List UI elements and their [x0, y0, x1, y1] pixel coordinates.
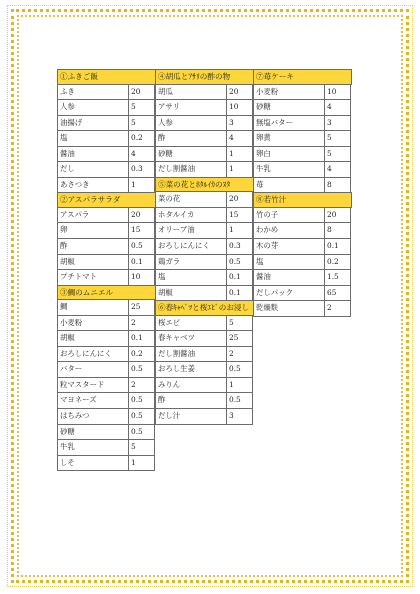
ingredient-row	[155, 115, 253, 131]
ingredient-name: だし割醤油	[155, 161, 227, 178]
ingredient-name: だし汁	[155, 408, 227, 425]
ingredient-amount: 4	[324, 99, 351, 116]
ingredient-name: 砂糖	[253, 99, 325, 116]
ingredient-row	[155, 269, 253, 285]
recipe-title: ②アスパラサラダ	[57, 192, 156, 208]
ingredient-amount: 20	[324, 207, 351, 224]
ingredient-row	[155, 191, 253, 207]
ingredient-amount: 1	[226, 161, 253, 178]
ingredient-amount: 20	[226, 84, 253, 101]
ingredient-amount: 25	[128, 299, 155, 316]
ingredient-name: 牛乳	[57, 439, 129, 456]
ingredient-name: 木の芽	[253, 238, 325, 255]
ingredient-amount: 2	[324, 300, 351, 317]
ingredient-row	[253, 146, 351, 162]
ingredient-row	[155, 146, 253, 162]
recipe-column	[57, 69, 155, 470]
ingredient-row	[155, 392, 253, 408]
ingredient-row	[57, 222, 155, 238]
ingredient-name: 砂糖	[57, 424, 129, 441]
ingredient-amount: 2	[128, 377, 155, 394]
ingredient-name: 醤油	[253, 269, 325, 286]
ingredient-name: 胡椒	[57, 330, 129, 347]
ingredient-row	[57, 99, 155, 115]
ingredient-name: だし割醤油	[155, 346, 227, 363]
ingredient-row	[253, 161, 351, 177]
ingredient-row	[253, 238, 351, 254]
ingredient-name: 小麦粉	[253, 84, 325, 101]
ingredient-row	[57, 207, 155, 223]
recipe-title: ⑦苺ケーキ	[253, 69, 352, 85]
ingredient-amount: 2	[226, 346, 253, 363]
ingredient-name: バター	[57, 361, 129, 378]
ingredient-amount: 0.5	[128, 408, 155, 425]
ingredient-row	[253, 222, 351, 238]
ingredient-amount: 1	[226, 377, 253, 394]
ingredient-name: はちみつ	[57, 408, 129, 425]
ingredient-row	[57, 269, 155, 285]
ingredient-amount: 0.3	[226, 238, 253, 255]
ingredient-row	[155, 408, 253, 424]
ingredient-amount: 5	[324, 130, 351, 147]
recipe-title: ①ふきご飯	[57, 69, 156, 85]
ingredient-name: 春キャベツ	[155, 330, 227, 347]
recipe-ingredient-table	[57, 69, 351, 470]
ingredient-name: 乾燥麩	[253, 300, 325, 317]
ingredient-name: 鶏ガラ	[155, 254, 227, 271]
ingredient-row	[155, 346, 253, 362]
ingredient-name: ホタルイカ	[155, 207, 227, 224]
ingredient-name: 鯛	[57, 299, 129, 316]
ingredient-name: 胡椒	[155, 285, 227, 302]
ingredient-row	[155, 130, 253, 146]
ingredient-row	[253, 99, 351, 115]
ingredient-name: 酢	[57, 238, 129, 255]
ingredient-amount: 0.5	[128, 238, 155, 255]
recipe-title: ④胡瓜とｱｻﾘの酢の物	[155, 69, 254, 85]
ingredient-row	[57, 84, 155, 100]
recipe-title: ⑥春ｷｬﾍﾞﾂと桜ｴﾋﾞのお浸し	[155, 300, 254, 316]
ingredient-name: 卵白	[253, 146, 325, 163]
ingredient-amount: 1	[226, 222, 253, 239]
ingredient-row	[57, 161, 155, 177]
ingredient-name: 桜エビ	[155, 315, 227, 332]
ingredient-row	[155, 222, 253, 238]
ingredient-amount: 0.5	[128, 392, 155, 409]
ingredient-name: おろし生姜	[155, 361, 227, 378]
ingredient-row	[155, 285, 253, 301]
ingredient-amount: 20	[128, 207, 155, 224]
ingredient-row	[253, 207, 351, 223]
ingredient-row	[155, 238, 253, 254]
ingredient-amount: 0.1	[324, 238, 351, 255]
ingredient-row	[57, 408, 155, 424]
ingredient-amount: 5	[128, 115, 155, 132]
ingredient-name: 人参	[57, 99, 129, 116]
ingredient-row	[253, 115, 351, 131]
ingredient-amount: 0.5	[226, 254, 253, 271]
recipe-title: ③鯛のムニエル	[57, 285, 156, 301]
ingredient-row	[155, 377, 253, 393]
ingredient-amount: 3	[226, 408, 253, 425]
ingredient-row	[253, 130, 351, 146]
ingredient-name: 無塩バター	[253, 115, 325, 132]
ingredient-row	[57, 254, 155, 270]
ingredient-name: 胡椒	[57, 254, 129, 271]
ingredient-row	[57, 177, 155, 193]
ingredient-amount: 1	[226, 146, 253, 163]
ingredient-row	[253, 84, 351, 100]
ingredient-name: しそ	[57, 455, 129, 472]
ingredient-row	[57, 315, 155, 331]
ingredient-amount: 10	[226, 99, 253, 116]
ingredient-row	[57, 130, 155, 146]
ingredient-amount: 5	[128, 439, 155, 456]
ingredient-name: アサリ	[155, 99, 227, 116]
ingredient-amount: 3	[226, 115, 253, 132]
ingredient-name: マヨネーズ	[57, 392, 129, 409]
ingredient-name: みりん	[155, 377, 227, 394]
ingredient-row	[57, 115, 155, 131]
ingredient-amount: 20	[128, 84, 155, 101]
ingredient-name: 菜の花	[155, 191, 227, 208]
ingredient-name: おろしにんにく	[57, 346, 129, 363]
ingredient-row	[155, 161, 253, 177]
ingredient-row	[155, 207, 253, 223]
ingredient-name: 粒マスタード	[57, 377, 129, 394]
ingredient-name: 醤油	[57, 146, 129, 163]
ingredient-amount: 0.3	[128, 161, 155, 178]
ingredient-amount: 0.1	[226, 285, 253, 302]
ingredient-row	[155, 254, 253, 270]
ingredient-name: 胡瓜	[155, 84, 227, 101]
ingredient-row	[57, 392, 155, 408]
ingredient-name: ふき	[57, 84, 129, 101]
ingredient-name: 牛乳	[253, 161, 325, 178]
ingredient-amount: 0.2	[324, 254, 351, 271]
ingredient-amount: 0.5	[226, 361, 253, 378]
ingredient-amount: 0.5	[128, 361, 155, 378]
ingredient-row	[253, 254, 351, 270]
ingredient-name: 小麦粉	[57, 315, 129, 332]
ingredient-amount: 5	[324, 146, 351, 163]
ingredient-amount: 10	[324, 84, 351, 101]
recipe-column	[253, 69, 351, 316]
ingredient-row	[57, 346, 155, 362]
ingredient-row	[253, 285, 351, 301]
ingredient-amount: 5	[226, 315, 253, 332]
ingredient-name: 竹の子	[253, 207, 325, 224]
ingredient-amount: 20	[226, 191, 253, 208]
ingredient-name: 酢	[155, 130, 227, 147]
ingredient-amount: 8	[324, 177, 351, 194]
ingredient-name: 卵	[57, 222, 129, 239]
ingredient-name: 苺	[253, 177, 325, 194]
ingredient-row	[155, 330, 253, 346]
ingredient-name: アスパラ	[57, 207, 129, 224]
ingredient-name: プチトマト	[57, 269, 129, 286]
ingredient-name: 人参	[155, 115, 227, 132]
ingredient-amount: 65	[324, 285, 351, 302]
ingredient-amount: 15	[226, 207, 253, 224]
recipe-column	[155, 69, 253, 424]
ingredient-name: あさつき	[57, 177, 129, 194]
ingredient-name: 塩	[253, 254, 325, 271]
ingredient-amount: 0.5	[128, 424, 155, 441]
ingredient-amount: 0.5	[226, 392, 253, 409]
ingredient-amount: 15	[128, 222, 155, 239]
ingredient-amount: 10	[128, 269, 155, 286]
recipe-title: ⑧若竹汁	[253, 192, 352, 208]
ingredient-name: 酢	[155, 392, 227, 409]
ingredient-row	[57, 377, 155, 393]
ingredient-row	[155, 361, 253, 377]
ingredient-row	[57, 361, 155, 377]
ingredient-row	[253, 269, 351, 285]
ingredient-amount: 4	[324, 161, 351, 178]
ingredient-row	[57, 238, 155, 254]
ingredient-row	[155, 99, 253, 115]
ingredient-row	[57, 455, 155, 471]
ingredient-amount: 2	[128, 315, 155, 332]
ingredient-row	[57, 299, 155, 315]
ingredient-name: 塩	[57, 130, 129, 147]
ingredient-amount: 1.5	[324, 269, 351, 286]
ingredient-amount: 0.1	[128, 254, 155, 271]
ingredient-amount: 0.1	[128, 330, 155, 347]
ingredient-row	[253, 300, 351, 316]
ingredient-name: オリーブ油	[155, 222, 227, 239]
ingredient-amount: 0.1	[226, 269, 253, 286]
ingredient-amount: 8	[324, 222, 351, 239]
ingredient-row	[57, 330, 155, 346]
ingredient-row	[57, 439, 155, 455]
ingredient-name: 砂糖	[155, 146, 227, 163]
ingredient-amount: 0.2	[128, 130, 155, 147]
ingredient-row	[155, 84, 253, 100]
ingredient-amount: 4	[128, 146, 155, 163]
ingredient-name: 油揚げ	[57, 115, 129, 132]
ingredient-amount: 4	[226, 130, 253, 147]
ingredient-name: だし	[57, 161, 129, 178]
ingredient-row	[57, 146, 155, 162]
ingredient-name: 塩	[155, 269, 227, 286]
ingredient-name: 卵黄	[253, 130, 325, 147]
ingredient-name: だしパック	[253, 285, 325, 302]
ingredient-row	[155, 315, 253, 331]
ingredient-row	[57, 424, 155, 440]
ingredient-row	[253, 177, 351, 193]
recipe-title: ⑤菜の花とﾎﾀﾙｲｶのﾇﾀ	[155, 177, 254, 193]
ingredient-amount: 5	[128, 99, 155, 116]
ingredient-amount: 0.2	[128, 346, 155, 363]
ingredient-name: わかめ	[253, 222, 325, 239]
ingredient-amount: 1	[128, 455, 155, 472]
ingredient-amount: 3	[324, 115, 351, 132]
ingredient-name: おろしにんにく	[155, 238, 227, 255]
ingredient-amount: 25	[226, 330, 253, 347]
ingredient-amount: 1	[128, 177, 155, 194]
